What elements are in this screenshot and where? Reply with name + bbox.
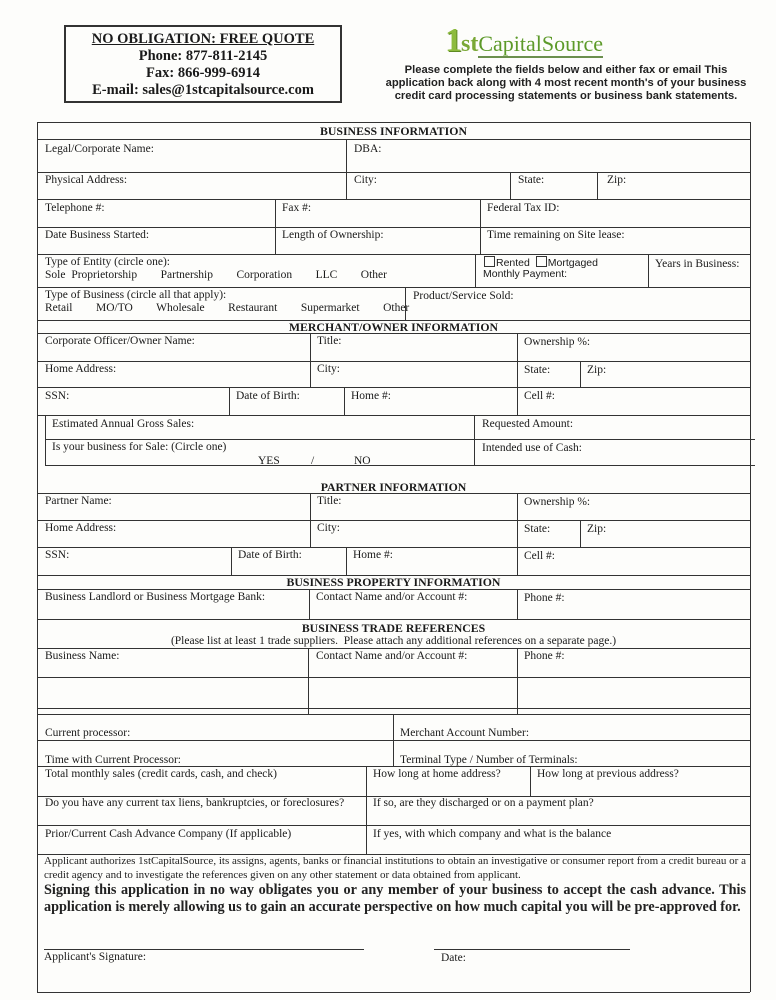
partner-cell-field[interactable]: Cell #:: [524, 550, 555, 562]
merchant-account-field[interactable]: Merchant Account Number:: [400, 727, 530, 739]
trade-reference-row-2[interactable]: [38, 678, 750, 708]
entity-type-options[interactable]: Sole Proprietorship Partnership Corporation LLC Other: [45, 269, 387, 281]
section-partner-information: PARTNER INFORMATION: [320, 480, 467, 494]
partner-dob-field[interactable]: Date of Birth:: [238, 549, 302, 561]
business-state-field[interactable]: State:: [518, 174, 545, 186]
officer-home-address-field[interactable]: Home Address:: [45, 363, 117, 375]
mortgaged-checkbox[interactable]: [536, 256, 547, 267]
officer-ssn-field[interactable]: SSN:: [45, 390, 70, 402]
business-type-options[interactable]: Retail MO/TO Wholesale Restaurant Supermarket Other: [45, 302, 410, 314]
for-sale-separator: /: [311, 455, 315, 467]
monthly-payment-field[interactable]: Monthly Payment:: [483, 268, 568, 280]
officer-title-field[interactable]: Title:: [317, 335, 342, 347]
contact-box: [64, 25, 342, 103]
legal-name-field[interactable]: Legal/Corporate Name:: [45, 143, 154, 155]
section-business-property: BUSINESS PROPERTY INFORMATION: [286, 575, 501, 589]
business-type-label: Type of Business (circle all that apply):: [45, 289, 227, 301]
entity-type-label: Type of Entity (circle one):: [45, 256, 171, 268]
partner-ownership-field[interactable]: Ownership %:: [524, 496, 591, 508]
officer-state-field[interactable]: State:: [524, 364, 551, 376]
trade-references-note: (Please list at least 1 trade suppliers. Please attach any additional references on a separate page.): [170, 635, 617, 647]
requested-amount-field[interactable]: Requested Amount:: [482, 418, 574, 430]
partner-home-address-field[interactable]: Home Address:: [45, 522, 117, 534]
partner-name-field[interactable]: Partner Name:: [45, 495, 112, 507]
trade-business-name-field[interactable]: Business Name:: [45, 650, 120, 662]
cash-advance-balance-field[interactable]: If yes, with which company and what is the balance: [373, 828, 612, 840]
no-obligation-disclaimer: Signing this application in no way obligates you or any member of your business to accept the cash advance. This application is merely allowing us to gain an accurate perspective on how much capital you will be pre-approved for.: [44, 882, 746, 915]
prior-cash-advance-field[interactable]: Prior/Current Cash Advance Company (If applicable): [45, 828, 292, 840]
partner-home-phone-field[interactable]: Home #:: [353, 549, 393, 561]
date-started-field[interactable]: Date Business Started:: [45, 229, 150, 241]
current-processor-field[interactable]: Current processor:: [45, 727, 131, 739]
property-phone-field[interactable]: Phone #:: [524, 592, 565, 604]
trade-contact-field[interactable]: Contact Name and/or Account #:: [316, 650, 468, 662]
officer-zip-field[interactable]: Zip:: [587, 364, 607, 376]
product-service-field[interactable]: Product/Service Sold:: [413, 290, 514, 302]
property-contact-field[interactable]: Contact Name and/or Account #:: [316, 591, 468, 603]
physical-address-field[interactable]: Physical Address:: [45, 174, 128, 186]
trade-phone-field[interactable]: Phone #:: [524, 650, 565, 662]
contact-fax: Fax: 866-999-6914: [146, 65, 260, 81]
time-with-processor-field[interactable]: Time with Current Processor:: [45, 754, 181, 766]
partner-city-field[interactable]: City:: [317, 522, 341, 534]
intended-use-field[interactable]: Intended use of Cash:: [482, 442, 582, 454]
total-monthly-sales-field[interactable]: Total monthly sales (credit cards, cash, and check): [45, 768, 277, 780]
for-sale-no-option[interactable]: NO: [354, 455, 371, 467]
instructions-text: Please complete the fields below and either fax or email This application back along with 4 most recent month's of your business credit card processing statements or business bank statements.: [385, 64, 747, 102]
signature-line[interactable]: [44, 949, 364, 950]
rent-status-options[interactable]: Rented Mortgaged: [484, 256, 598, 270]
lease-time-field[interactable]: Time remaining on Site lease:: [487, 229, 625, 241]
dba-field[interactable]: DBA:: [354, 143, 382, 155]
section-business-information: BUSINESS INFORMATION: [320, 124, 467, 138]
business-zip-field[interactable]: Zip:: [607, 174, 627, 186]
terminal-type-field[interactable]: Terminal Type / Number of Terminals:: [400, 754, 578, 766]
length-ownership-field[interactable]: Length of Ownership:: [282, 229, 384, 241]
date-line[interactable]: [434, 949, 630, 950]
partner-title-field[interactable]: Title:: [317, 495, 342, 507]
officer-cell-field[interactable]: Cell #:: [524, 390, 555, 402]
for-sale-label: Is your business for Sale: (Circle one): [52, 441, 227, 453]
federal-tax-id-field[interactable]: Federal Tax ID:: [487, 202, 560, 214]
partner-state-field[interactable]: State:: [524, 523, 551, 535]
authorization-text: Applicant authorizes 1stCapitalSource, its assigns, agents, banks or financial institutions to obtain an investigative or consumer report from a credit bureau or a credit agency and to investigate the references given on any other statement or data obtained from applicant.: [44, 855, 746, 881]
officer-ownership-field[interactable]: Ownership %:: [524, 336, 591, 348]
partner-ssn-field[interactable]: SSN:: [45, 549, 70, 561]
discharged-field[interactable]: If so, are they discharged or on a payment plan?: [373, 797, 594, 809]
company-logo: 1stCapitalSource: [445, 22, 603, 59]
tax-liens-field[interactable]: Do you have any current tax liens, bankruptcies, or foreclosures?: [45, 797, 345, 809]
section-trade-references: BUSINESS TRADE REFERENCES: [301, 621, 486, 635]
date-label: Date:: [441, 952, 466, 964]
free-quote-headline: NO OBLIGATION: FREE QUOTE: [91, 31, 315, 47]
for-sale-yes-option[interactable]: YES: [258, 455, 280, 467]
rented-checkbox[interactable]: [484, 256, 495, 267]
contact-email: E-mail: sales@1stcapitalsource.com: [92, 82, 314, 98]
landlord-field[interactable]: Business Landlord or Business Mortgage Bank:: [45, 591, 266, 603]
fax-field[interactable]: Fax #:: [282, 202, 312, 214]
how-long-home-field[interactable]: How long at home address?: [373, 768, 501, 780]
section-merchant-owner: MERCHANT/OWNER INFORMATION: [288, 320, 499, 334]
officer-name-field[interactable]: Corporate Officer/Owner Name:: [45, 335, 195, 347]
est-annual-sales-field[interactable]: Estimated Annual Gross Sales:: [52, 418, 195, 430]
partner-zip-field[interactable]: Zip:: [587, 523, 607, 535]
years-in-business-field[interactable]: Years in Business:: [655, 258, 740, 270]
contact-phone: Phone: 877-811-2145: [138, 48, 268, 64]
officer-dob-field[interactable]: Date of Birth:: [236, 390, 300, 402]
how-long-previous-field[interactable]: How long at previous address?: [537, 768, 679, 780]
applicant-signature-label: Applicant's Signature:: [44, 951, 147, 963]
officer-home-phone-field[interactable]: Home #:: [351, 390, 391, 402]
officer-city-field[interactable]: City:: [317, 363, 341, 375]
telephone-field[interactable]: Telephone #:: [45, 202, 105, 214]
business-city-field[interactable]: City:: [354, 174, 378, 186]
